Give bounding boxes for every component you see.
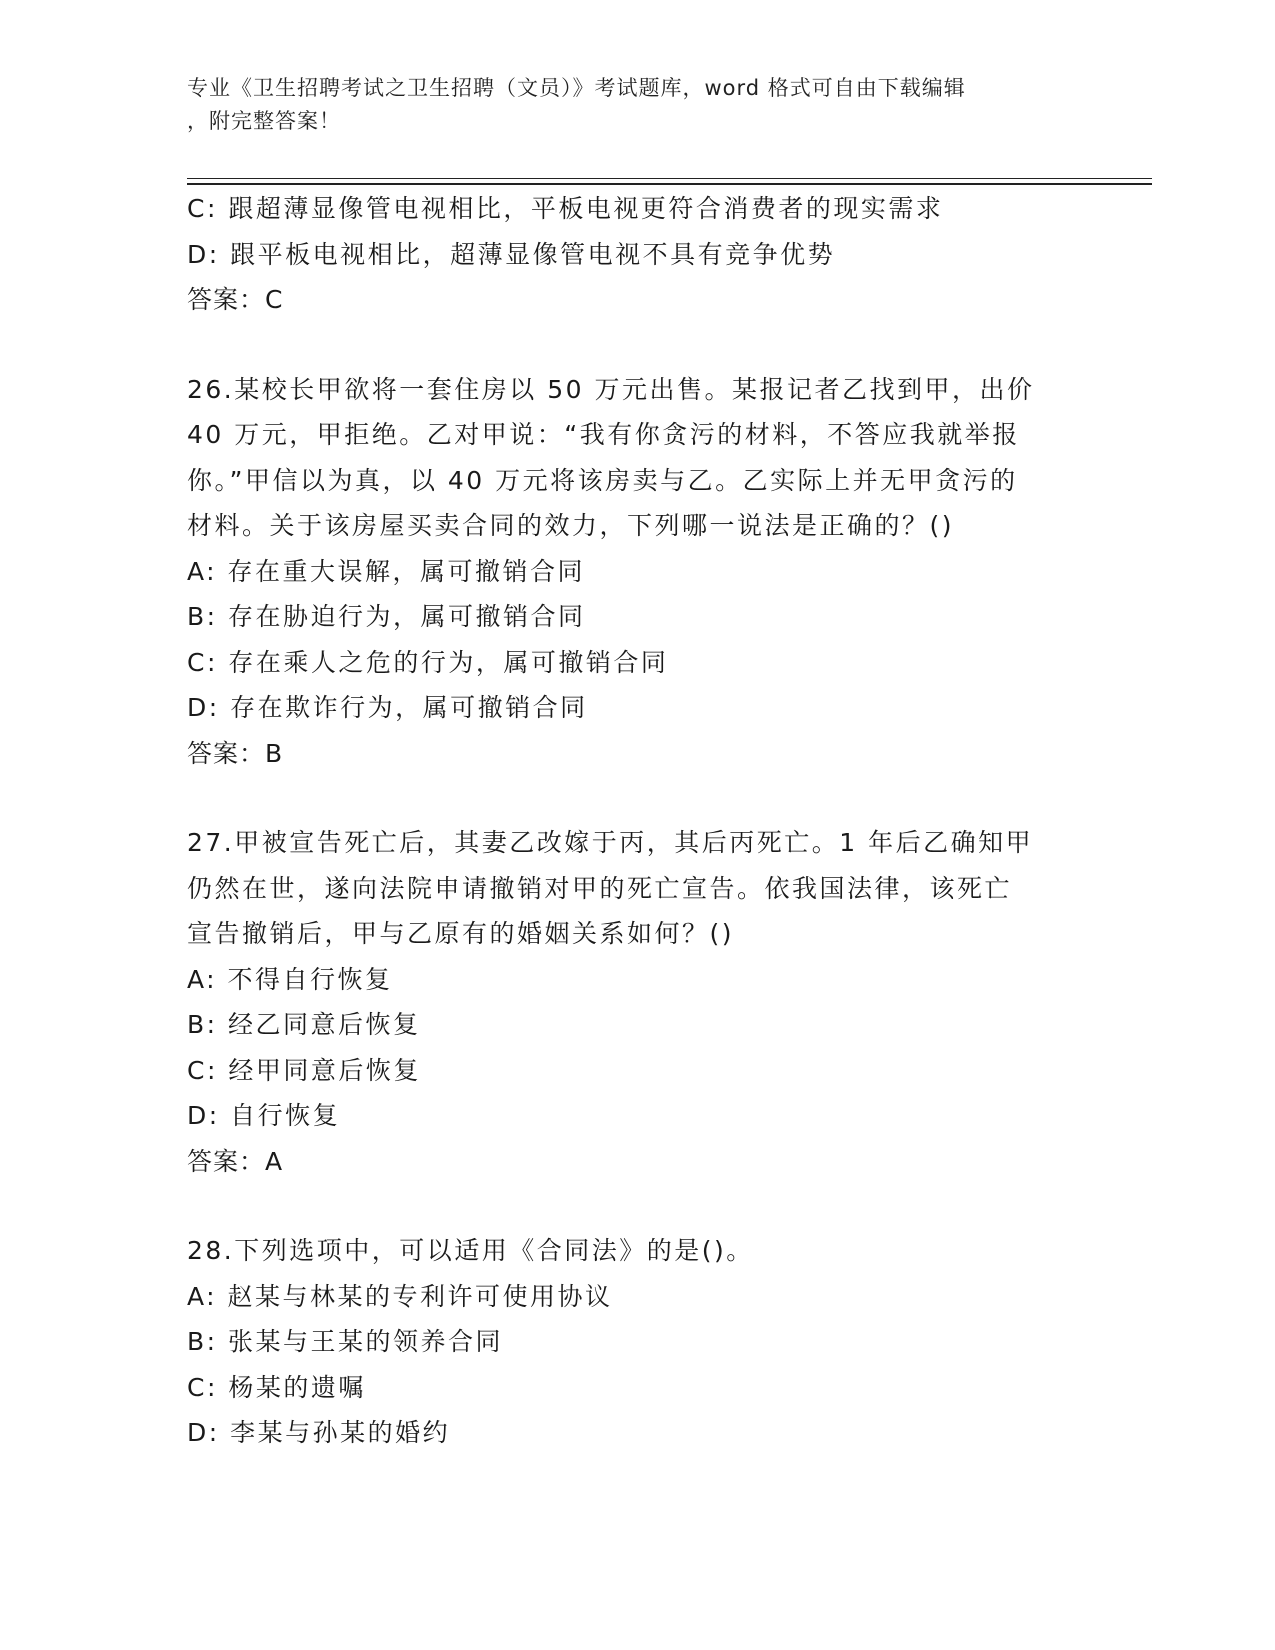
header-line-2: ，附完整答案！: [187, 109, 341, 133]
option-d: D: 存在欺诈行为，属可撤销合同: [187, 693, 588, 722]
header-divider-thin: [187, 178, 1152, 179]
question-stem-line: 你。”甲信以为真，以 40 万元将该房卖与乙。乙实际上并无甲贪污的: [187, 465, 1018, 495]
answer-line: 答案：B: [187, 738, 284, 768]
question-stem-line: 40 万元，甲拒绝。乙对甲说：“我有你贪污的材料，不答应我就举报: [187, 420, 1020, 449]
option-c: C: 经甲同意后恢复: [187, 1055, 421, 1085]
option-b: B: 存在胁迫行为，属可撤销合同: [187, 602, 586, 631]
block-spacer: [187, 323, 1087, 367]
question-stem-line: 26.某校长甲欲将一套住房以 50 万元出售。某报记者乙找到甲，出价: [187, 374, 1035, 404]
option-d: D: 跟平板电视相比，超薄显像管电视不具有竞争优势: [187, 239, 836, 269]
option-d: D: 李某与孙某的婚约: [187, 1418, 451, 1447]
question-content: [187, 186, 1087, 1456]
question-26: [187, 367, 1087, 777]
option-b: B: 张某与王某的领养合同: [187, 1327, 504, 1356]
answer-line: 答案：A: [187, 1146, 284, 1176]
option-c: C: 杨某的遗嘱: [187, 1372, 366, 1402]
option-d: D: 自行恢复: [187, 1101, 341, 1130]
option-a: A: 存在重大误解，属可撤销合同: [187, 556, 586, 586]
prev-question-block: [187, 186, 1087, 323]
option-c: C: 存在乘人之危的行为，属可撤销合同: [187, 647, 669, 677]
option-b: B: 经乙同意后恢复: [187, 1010, 421, 1039]
question-stem-line: 28.下列选项中，可以适用《合同法》的是()。: [187, 1236, 754, 1265]
question-stem-line: 27.甲被宣告死亡后，其妻乙改嫁于丙，其后丙死亡。1 年后乙确知甲: [187, 828, 1034, 857]
question-stem-line: 材料。关于该房屋买卖合同的效力，下列哪一说法是正确的？(): [187, 511, 955, 540]
question-stem-line: 宣告撤销后，甲与乙原有的婚姻关系如何？(): [187, 919, 735, 948]
question-28: [187, 1228, 1087, 1456]
question-27: [187, 820, 1087, 1184]
document-header: [187, 72, 1087, 138]
option-a: A: 赵某与林某的专利许可使用协议: [187, 1281, 613, 1311]
header-divider-thick: [187, 183, 1152, 185]
option-a: A: 不得自行恢复: [187, 964, 393, 994]
question-stem-line: 仍然在世，遂向法院申请撤销对甲的死亡宣告。依我国法律，该死亡: [187, 873, 1013, 903]
block-spacer: [187, 776, 1087, 820]
header-line-1: 专业《卫生招聘考试之卫生招聘（文员）》考试题库，word 格式可自由下载编辑: [187, 76, 966, 100]
option-c: C: 跟超薄显像管电视相比，平板电视更符合消费者的现实需求: [187, 194, 944, 223]
answer-line: 答案：C: [187, 285, 284, 314]
block-spacer: [187, 1184, 1087, 1228]
